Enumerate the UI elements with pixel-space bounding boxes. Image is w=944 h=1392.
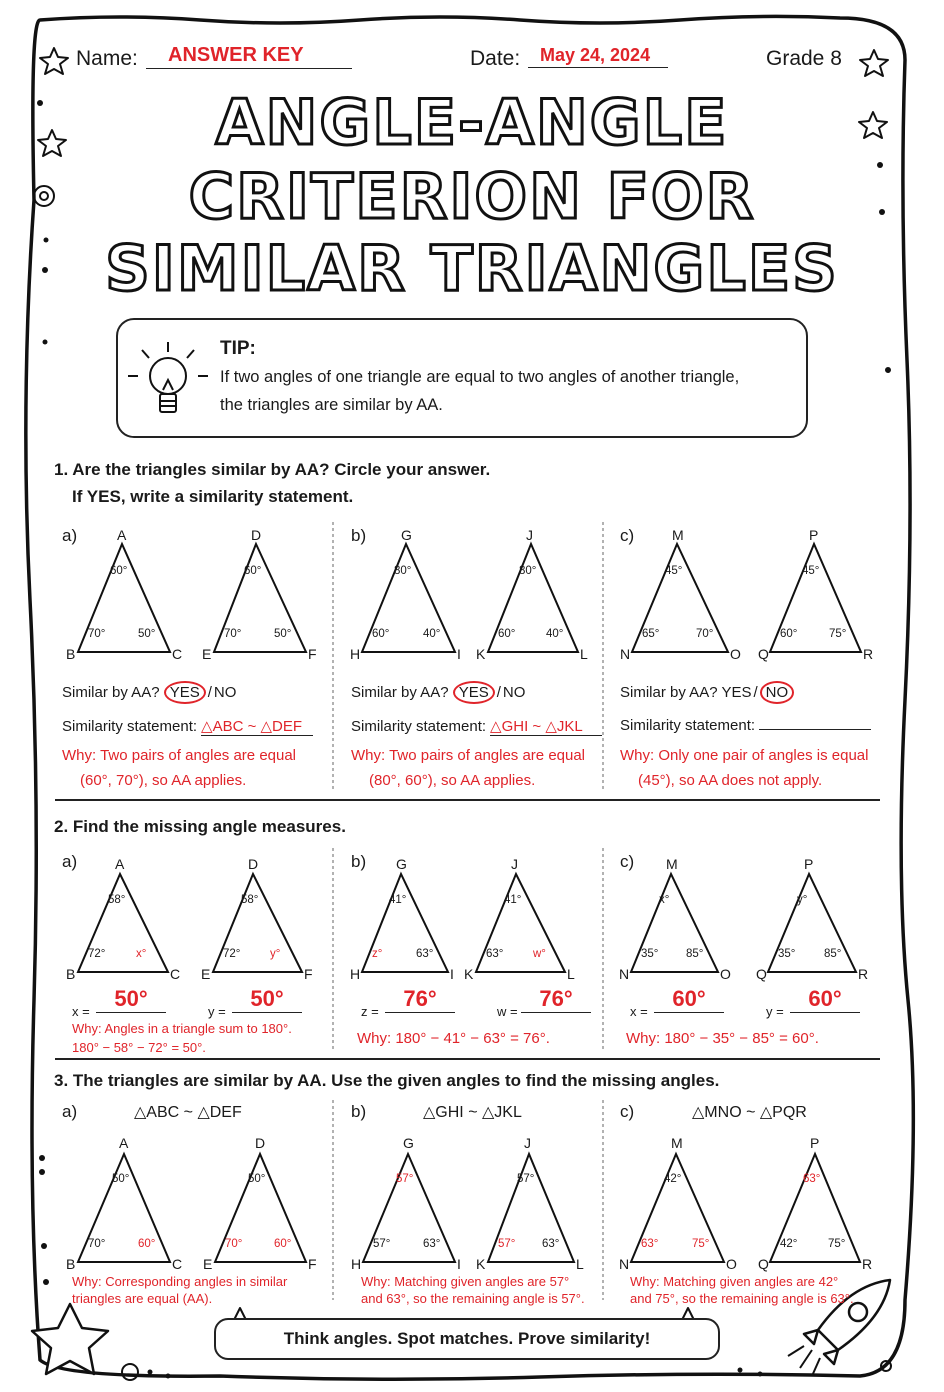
part-label: c)	[620, 852, 635, 871]
answer-field[interactable]: 60°	[790, 986, 860, 1013]
vertex-label: O	[730, 646, 741, 662]
tip-label: TIP:	[220, 338, 256, 359]
angle-label: 50°	[274, 628, 292, 640]
angle-label: 75°	[829, 628, 847, 640]
vertex-label: I	[457, 1256, 461, 1272]
angle-label: x°	[659, 894, 670, 906]
angle-label: 63°	[542, 1238, 560, 1250]
vertex-label: H	[350, 966, 361, 982]
date-field[interactable]	[528, 45, 668, 68]
angle-label: 42°	[664, 1173, 682, 1185]
variable-label: y =	[766, 1004, 784, 1019]
statement-label: Similarity statement:	[620, 717, 756, 734]
no-option[interactable]: NO	[213, 684, 237, 701]
title-line-3: SIMILAR TRIANGLES	[105, 232, 839, 305]
title-line-2: CRITERION FOR	[188, 160, 756, 233]
angle-label: 60°	[372, 628, 390, 640]
star-icon	[860, 50, 888, 76]
why-line-2: and 63°, so the remaining angle is 57°.	[361, 1291, 585, 1306]
grade-label: Grade 8	[766, 47, 842, 70]
vertex-label: A	[115, 856, 125, 872]
similarity-statement-row	[351, 717, 602, 736]
vertex-label: D	[255, 1135, 266, 1151]
why-line-2: and 75°, so the remaining angle is 63°.	[630, 1291, 854, 1306]
why-line-2: (60°, 70°), so AA applies.	[80, 772, 247, 789]
vertex-label: N	[619, 1256, 630, 1272]
vertex-label: F	[304, 966, 313, 982]
statement-answer-field[interactable]	[759, 729, 871, 730]
why-line-1: Why: 180° − 35° − 85° = 60°.	[626, 1030, 819, 1047]
angle-label: 63°	[803, 1173, 821, 1185]
vertex-label: N	[619, 966, 630, 982]
part-label: c)	[620, 526, 635, 545]
vertex-label: F	[308, 1256, 317, 1272]
question-1-subheading: If YES, write a similarity statement.	[72, 487, 354, 506]
angle-label: 35°	[641, 948, 659, 960]
vertex-label: J	[511, 856, 518, 872]
vertex-label: C	[172, 646, 183, 662]
vertex-label: D	[248, 856, 259, 872]
angle-label: 42°	[780, 1238, 798, 1250]
vertex-label: R	[862, 1256, 873, 1272]
vertex-label: L	[567, 966, 575, 982]
angle-label: 58°	[241, 894, 259, 906]
angle-label: 50°	[112, 1173, 130, 1185]
angle-label: 63°	[416, 948, 434, 960]
vertex-label: M	[671, 1135, 683, 1151]
similar-prompt: Similar by AA?	[351, 684, 449, 701]
answer-field[interactable]: 60°	[654, 986, 724, 1013]
part-label: a)	[62, 1102, 78, 1121]
question-3-heading: 3. The triangles are similar by AA. Use the given angles to find the missing angles.	[54, 1071, 720, 1090]
angle-label: 60°	[498, 628, 516, 640]
answer-field[interactable]: 76°	[521, 986, 591, 1013]
why-line-1: Why: Angles in a triangle sum to 180°.	[72, 1021, 292, 1036]
angle-label: w°	[533, 948, 546, 960]
similarity-statement: △ABC ~ △DEF	[134, 1104, 242, 1121]
why-line-1: Why: Two pairs of angles are equal	[351, 747, 586, 764]
vertex-label: M	[672, 527, 684, 543]
angle-label: 57°	[396, 1173, 414, 1185]
similarity-statement: △GHI ~ △JKL	[423, 1104, 522, 1121]
angle-label: 75°	[828, 1238, 846, 1250]
vertex-label: Q	[756, 966, 767, 982]
vertex-label: I	[450, 966, 454, 982]
angle-label: 72°	[223, 948, 241, 960]
statement-label: Similarity statement:	[351, 718, 487, 735]
vertex-label: G	[403, 1135, 414, 1151]
part-label: a)	[62, 526, 78, 545]
angle-label: 70°	[224, 628, 242, 640]
angle-label: 40°	[423, 628, 441, 640]
why-line-1: Why: Only one pair of angles is equal	[620, 747, 869, 764]
vertex-label: K	[476, 646, 486, 662]
angle-label: 65°	[642, 628, 660, 640]
why-line-1: Why: 180° − 41° − 63° = 76°.	[357, 1030, 550, 1047]
question-2-heading: 2. Find the missing angle measures.	[54, 817, 346, 836]
similar-by-aa-row	[351, 684, 525, 701]
vertex-label: E	[202, 646, 212, 662]
similarity-statement: △MNO ~ △PQR	[692, 1104, 807, 1121]
angle-label: z°	[372, 948, 383, 960]
answer-field[interactable]: 50°	[232, 986, 302, 1013]
similarity-statement-row	[62, 717, 313, 736]
vertex-label: N	[620, 646, 631, 662]
variable-label: y =	[208, 1004, 226, 1019]
angle-label: 80°	[394, 565, 412, 577]
vertex-label: M	[666, 856, 678, 872]
angle-label: 57°	[517, 1173, 535, 1185]
angle-label: 70°	[88, 1238, 106, 1250]
answer-field[interactable]: 76°	[385, 986, 455, 1013]
angle-label: 50°	[138, 628, 156, 640]
variable-label: x =	[72, 1004, 90, 1019]
vertex-label: B	[66, 646, 76, 662]
vertex-label: C	[172, 1256, 183, 1272]
vertex-label: K	[464, 966, 474, 982]
separator: /	[753, 684, 758, 701]
vertex-label: L	[580, 646, 588, 662]
similar-prompt: Similar by AA?	[62, 684, 160, 701]
part-label: c)	[620, 1102, 635, 1121]
vertex-label: J	[524, 1135, 531, 1151]
angle-label: 63°	[641, 1238, 659, 1250]
variable-label: x =	[630, 1004, 648, 1019]
vertex-label: G	[396, 856, 407, 872]
part-label: b)	[351, 526, 367, 545]
variable-label: w =	[497, 1004, 518, 1019]
vertex-label: H	[351, 1256, 362, 1272]
part-label: b)	[351, 852, 367, 871]
vertex-label: F	[308, 646, 317, 662]
separator: /	[207, 684, 212, 701]
similarity-statement-row	[620, 717, 871, 734]
vertex-label: O	[720, 966, 731, 982]
answer-field[interactable]: 50°	[96, 986, 166, 1013]
why-line-1: Why: Matching given angles are 57°	[361, 1274, 570, 1289]
similar-prompt: Similar by AA?	[620, 684, 718, 701]
similar-by-aa-row	[620, 684, 794, 701]
no-option[interactable]: NO	[502, 684, 526, 701]
vertex-label: B	[66, 966, 76, 982]
no-option[interactable]: NO	[760, 681, 795, 704]
angle-label: 60°	[110, 565, 128, 577]
vertex-label: A	[117, 527, 127, 543]
angle-label: 58°	[108, 894, 126, 906]
angle-label: 63°	[423, 1238, 441, 1250]
vertex-label: K	[476, 1256, 486, 1272]
angle-label: 70°	[696, 628, 714, 640]
why-line-2: 180° − 58° − 72° = 50°.	[72, 1040, 206, 1055]
angle-label: 60°	[274, 1238, 292, 1250]
vertex-label: E	[201, 966, 211, 982]
vertex-label: H	[350, 646, 361, 662]
question-1-heading: 1. Are the triangles similar by AA? Circle your answer.	[54, 460, 491, 479]
variable-label: z =	[361, 1004, 379, 1019]
separator: /	[496, 684, 501, 701]
angle-label: y°	[270, 948, 281, 960]
vertex-label: I	[457, 646, 461, 662]
angle-label: 41°	[504, 894, 522, 906]
angle-label: 60°	[138, 1238, 156, 1250]
angle-label: 57°	[373, 1238, 391, 1250]
angle-label: 85°	[824, 948, 842, 960]
footer-banner	[214, 1318, 720, 1360]
angle-label: 85°	[686, 948, 704, 960]
yes-option[interactable]: YES	[164, 681, 206, 704]
yes-option[interactable]: YES	[453, 681, 495, 704]
name-value: ANSWER KEY	[168, 44, 304, 66]
why-line-1: Why: Matching given angles are 42°	[630, 1274, 839, 1289]
why-line-1: Why: Corresponding angles in similar	[72, 1274, 288, 1289]
angle-label: 60°	[780, 628, 798, 640]
angle-label: y°	[797, 894, 808, 906]
angle-label: 75°	[692, 1238, 710, 1250]
angle-label: 57°	[498, 1238, 516, 1250]
vertex-label: R	[858, 966, 869, 982]
vertex-label: P	[809, 527, 819, 543]
why-line-2: (80°, 60°), so AA applies.	[369, 772, 536, 789]
angle-label: 45°	[802, 565, 820, 577]
angle-label: 63°	[486, 948, 504, 960]
why-line-2: triangles are equal (AA).	[72, 1291, 213, 1306]
vertex-label: P	[804, 856, 814, 872]
vertex-label: C	[170, 966, 181, 982]
footer-text: Think angles. Spot matches. Prove similarity!	[283, 1329, 651, 1348]
vertex-label: L	[576, 1256, 584, 1272]
angle-label: x°	[136, 948, 147, 960]
angle-label: 35°	[778, 948, 796, 960]
angle-label: 40°	[546, 628, 564, 640]
angle-label: 72°	[88, 948, 106, 960]
angle-label: 70°	[88, 628, 106, 640]
vertex-label: D	[251, 527, 262, 543]
title-line-1: ANGLE-ANGLE	[215, 86, 729, 159]
yes-option[interactable]: YES	[721, 684, 752, 701]
vertex-label: E	[203, 1256, 213, 1272]
tip-line-1: If two angles of one triangle are equal to two angles of another triangle,	[220, 368, 740, 386]
star-icon	[40, 48, 68, 74]
vertex-label: B	[66, 1256, 76, 1272]
part-label: a)	[62, 852, 78, 871]
angle-label: 41°	[389, 894, 407, 906]
angle-label: 45°	[665, 565, 683, 577]
angle-label: 70°	[225, 1238, 243, 1250]
statement-answer-field[interactable]: △ABC ~ △DEF	[201, 717, 313, 736]
part-label: b)	[351, 1102, 367, 1121]
vertex-label: G	[401, 527, 412, 543]
vertex-label: P	[810, 1135, 820, 1151]
name-label: Name:	[76, 47, 138, 70]
vertex-label: J	[526, 527, 533, 543]
vertex-label: Q	[758, 1256, 769, 1272]
why-line-1: Why: Two pairs of angles are equal	[62, 747, 297, 764]
date-label: Date:	[470, 47, 521, 70]
tip-line-2: the triangles are similar by AA.	[220, 396, 443, 414]
vertex-label: Q	[758, 646, 769, 662]
angle-label: 50°	[248, 1173, 266, 1185]
vertex-label: O	[726, 1256, 737, 1272]
angle-label: 60°	[244, 565, 262, 577]
angle-label: 80°	[519, 565, 537, 577]
vertex-label: R	[863, 646, 874, 662]
statement-label: Similarity statement:	[62, 718, 198, 735]
date-value: May 24, 2024	[540, 45, 651, 65]
vertex-label: A	[119, 1135, 129, 1151]
name-field[interactable]	[146, 44, 352, 69]
similar-by-aa-row	[62, 684, 236, 701]
statement-answer-field[interactable]: △GHI ~ △JKL	[490, 717, 602, 736]
why-line-2: (45°), so AA does not apply.	[638, 772, 823, 789]
